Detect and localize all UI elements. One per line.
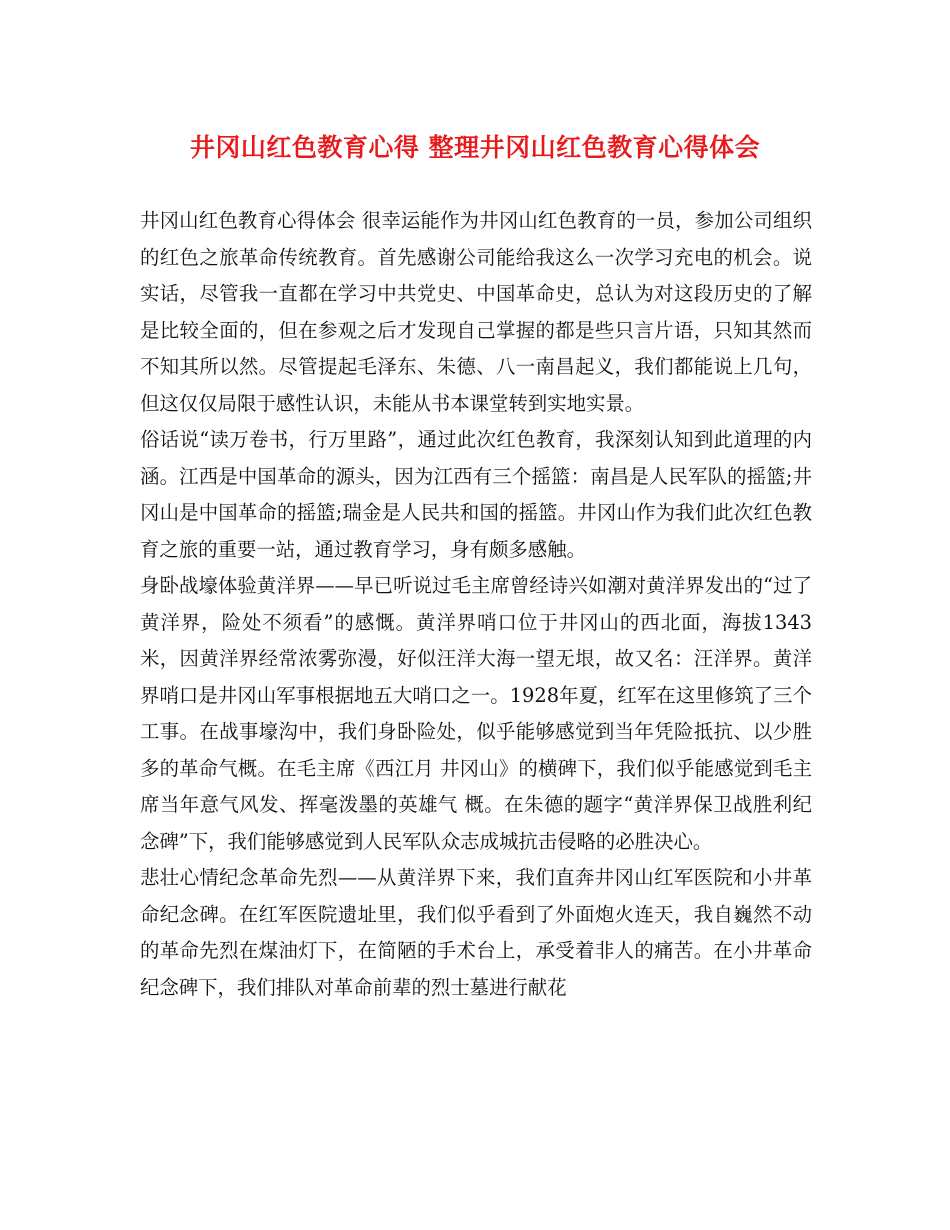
paragraph: 悲壮心情纪念革命先烈——从黄洋界下来，我们直奔井冈山红军医院和小井革命纪念碑。在红军医院遗址里，我们似乎看到了外面炮火连天，我自巍然不动的革命先烈在煤油灯下，在简陋的手术台上，承受着非人的痛苦。在小井革命纪念碑下，我们排队对革命前辈的烈士墓进行献花: [140, 866, 812, 999]
document-body: [140, 203, 812, 1006]
paragraph: 俗话说“读万卷书，行万里路”，通过此次红色教育，我深刻认知到此道理的内涵。江西是中国革命的源头，因为江西有三个摇篮：南昌是人民军队的摇篮;井冈山是中国革命的摇篮;瑞金是人民共和国的摇篮。井冈山作为我们此次红色教育之旅的重要一站，通过教育学习，身有颇多感触。: [140, 428, 812, 561]
paragraph: 井冈山红色教育心得体会 很幸运能作为井冈山红色教育的一员，参加公司组织的红色之旅革命传统教育。首先感谢公司能给我这么一次学习充电的机会。说实话，尽管我一直都在学习中共党史、中国革命史，总认为对这段历史的了解是比较全面的，但在参观之后才发现自己掌握的都是些只言片语，只知其然而不知其所以然。尽管提起毛泽东、朱德、八一南昌起义，我们都能说上几句，但这仅仅局限于感性认识，未能从书本课堂转到实地实景。: [140, 209, 812, 415]
paragraph: 身卧战壕体验黄洋界——早已听说过毛主席曾经诗兴如潮对黄洋界发出的“过了黄洋界，险处不须看”的感慨。黄洋界哨口位于井冈山的西北面，海拔1343米，因黄洋界经常浓雾弥漫，好似汪洋大海一望无垠，故又名：汪洋界。黄洋界哨口是井冈山军事根据地五大哨口之一。1928年夏，红军在这里修筑了三个工事。在战事壕沟中，我们身卧险处，似乎能够感觉到当年凭险抵抗、以少胜多的革命气概。在毛主席《西江月 井冈山》的横碑下，我们似乎能感觉到毛主席当年意气风发、挥毫泼墨的英雄气 概。在朱德的题字“黄洋界保卫战胜利纪念碑”下，我们能够感觉到人民军队众志成城抗击侵略的必胜决心。: [140, 574, 812, 853]
document-title: 井冈山红色教育心得 整理井冈山红色教育心得体会: [189, 133, 761, 162]
